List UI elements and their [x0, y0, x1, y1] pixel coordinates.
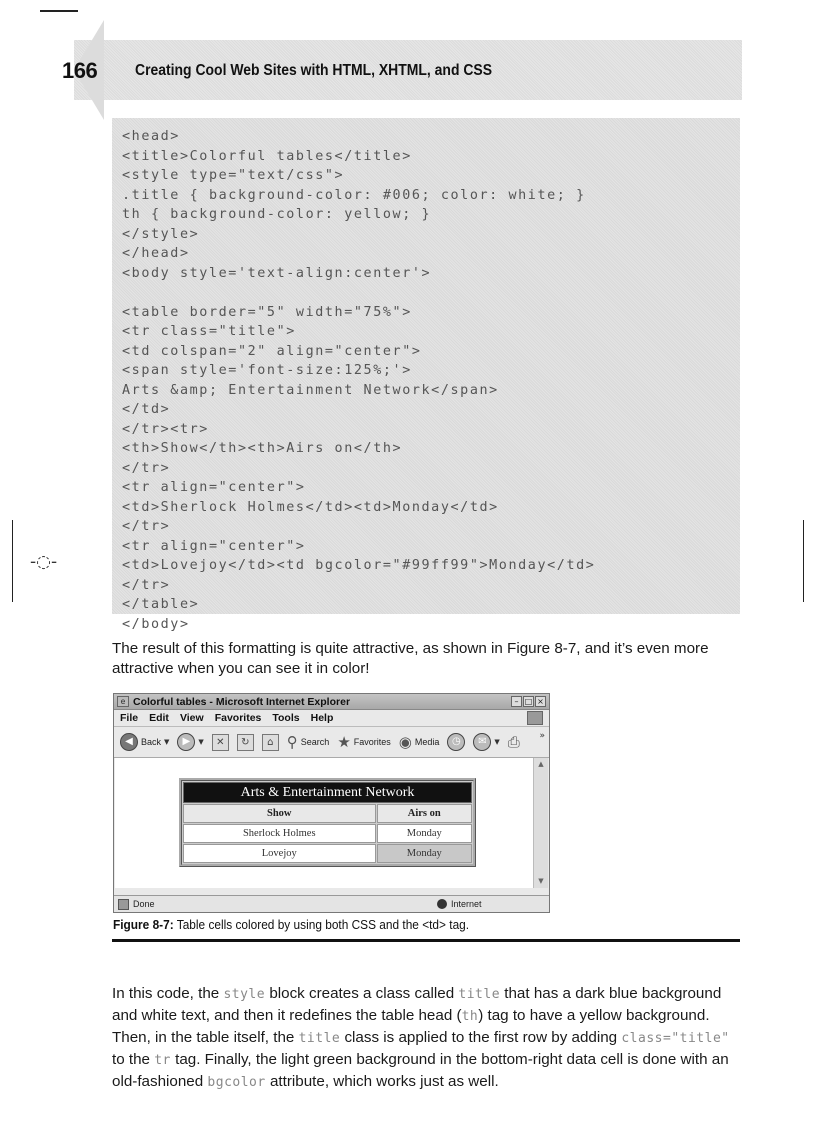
status-bar — [114, 895, 549, 912]
menu-help[interactable]: Help — [310, 712, 334, 724]
inline-code: bgcolor — [207, 1075, 266, 1091]
code-line: </style> — [122, 226, 200, 242]
code-line: <tr align="center"> — [122, 480, 306, 495]
window-controls — [511, 696, 546, 707]
history-icon: ◷ — [447, 733, 465, 751]
registration-mark-icon: -◌- — [30, 552, 58, 572]
code-line: <head> — [122, 129, 180, 144]
menu-view[interactable]: View — [179, 712, 204, 724]
ie-page-icon: e — [117, 696, 129, 707]
inline-code: title — [458, 987, 501, 1003]
code-line: </tr> — [122, 519, 171, 534]
menu-favorites[interactable]: Favorites — [214, 712, 262, 724]
scroll-down-icon[interactable]: ▼ — [538, 877, 544, 885]
text-run: class is applied to the first row by adding — [340, 1029, 622, 1047]
table-title-row — [183, 782, 472, 803]
code-line: <tr class="title"> — [122, 324, 296, 339]
code-line: <body style='text-align:center'> — [122, 265, 432, 281]
code-line: th { background-color: yellow; } — [122, 207, 432, 222]
forward-arrow-icon: ▶ — [177, 733, 195, 751]
figure-caption-text: Table cells colored by using both CSS and the <td> tag. — [176, 917, 470, 932]
table-row — [183, 844, 472, 863]
text-run: In this code, the — [112, 985, 224, 1003]
body-paragraph-1: The result of this formatting is quite attractive, as shown in Figure 8-7, and it’s even more attractive when you can see it in color! — [112, 640, 709, 678]
code-line: <th>Show</th><th>Airs on</th> — [122, 441, 403, 456]
table-title-cell: Arts & Entertainment Network — [183, 782, 472, 803]
media-icon: ◉ — [398, 733, 412, 751]
crop-line-right — [803, 520, 804, 602]
favorites-button[interactable] — [337, 733, 390, 751]
body-paragraph-2 — [112, 983, 740, 1093]
status-text: Done — [133, 899, 155, 909]
favorites-label: Favorites — [353, 737, 391, 747]
stop-icon[interactable]: ✕ — [212, 734, 229, 751]
history-button[interactable] — [447, 733, 465, 751]
code-line: </body> — [122, 616, 190, 632]
media-button[interactable] — [399, 733, 440, 751]
inline-code: tr — [154, 1053, 171, 1069]
text-run: attribute, which works just as well. — [265, 1073, 499, 1091]
code-line: <title>Colorful tables</title> — [122, 148, 412, 164]
search-icon: ⚲ — [286, 733, 298, 751]
search-button[interactable] — [287, 733, 330, 751]
maximize-icon[interactable]: □ — [524, 697, 533, 706]
table-cell: Monday — [377, 824, 473, 843]
code-line: <tr align="center"> — [122, 538, 306, 554]
table-cell: Sherlock Holmes — [183, 824, 376, 843]
browser-content — [115, 758, 534, 888]
corner-rule — [40, 10, 78, 12]
refresh-icon[interactable]: ↻ — [237, 734, 254, 751]
menu-bar — [114, 710, 549, 727]
toolbar — [114, 727, 549, 758]
code-line: <style type="text/css"> — [122, 168, 345, 183]
text-run: block creates a class called — [265, 985, 459, 1003]
back-label: Back — [141, 737, 162, 747]
table-cell-green: Monday — [377, 844, 473, 863]
menu-edit[interactable]: Edit — [149, 712, 169, 724]
vertical-scrollbar[interactable] — [533, 758, 548, 888]
media-label: Media — [414, 737, 440, 747]
code-line: <table border="5" width="75%"> — [122, 304, 412, 320]
table-header-airs-on: Airs on — [377, 804, 473, 823]
window-title: Colorful tables - Microsoft Internet Explorer — [133, 695, 351, 708]
code-line: <td>Sherlock Holmes</td><td>Monday</td> — [122, 499, 499, 515]
caption-rule — [112, 939, 740, 942]
code-line: Arts &amp; Entertainment Network</span> — [122, 382, 499, 398]
text-run: ) tag to have a yellow background. Then, in the table itself, the — [112, 1007, 710, 1047]
inline-code: title — [298, 1031, 341, 1047]
text-run: that has a dark blue background and white text, and then it redefines the table head ( — [112, 985, 722, 1025]
back-button[interactable] — [120, 733, 169, 751]
mail-dropdown-icon[interactable]: ▼ — [494, 738, 500, 746]
back-arrow-icon: ◀ — [120, 733, 138, 751]
forward-dropdown-icon[interactable]: ▼ — [198, 738, 204, 746]
globe-icon — [437, 899, 447, 909]
back-dropdown-icon[interactable]: ▼ — [164, 738, 170, 746]
figure-label: Figure 8-7: — [113, 917, 174, 932]
code-line-blank — [122, 283, 595, 303]
close-icon[interactable]: × — [535, 696, 546, 707]
code-line: </tr> — [122, 460, 171, 476]
minimize-icon[interactable]: – — [511, 696, 522, 707]
security-zone — [437, 899, 482, 909]
print-icon[interactable]: ⎙ — [507, 733, 520, 751]
zone-text: Internet — [451, 899, 482, 909]
scroll-up-icon[interactable]: ▲ — [538, 760, 544, 768]
star-icon: ★ — [337, 733, 351, 751]
inline-code: style — [223, 987, 266, 1003]
code-listing — [122, 127, 595, 634]
page-number: 166 — [62, 58, 98, 83]
demo-table — [179, 778, 476, 867]
crop-line-left — [12, 520, 13, 602]
home-icon[interactable]: ⌂ — [262, 734, 279, 751]
code-line: </tr> — [122, 577, 171, 593]
text-run: to the — [112, 1051, 155, 1069]
table-header-show: Show — [183, 804, 376, 823]
table-cell: Lovejoy — [183, 844, 376, 863]
code-line: </table> — [122, 597, 200, 612]
inline-code: class="title" — [621, 1031, 730, 1047]
forward-button[interactable] — [177, 733, 203, 751]
figure-caption — [113, 917, 469, 932]
code-line: <span style='font-size:125%;'> — [122, 363, 412, 378]
browser-titlebar — [114, 694, 549, 710]
toolbar-overflow-icon[interactable]: » — [539, 731, 545, 741]
page-status-icon — [118, 899, 129, 910]
mail-icon: ✉ — [473, 733, 491, 751]
inline-code: th — [461, 1009, 479, 1025]
mail-button[interactable] — [473, 733, 499, 751]
code-line: </td> — [122, 402, 171, 417]
text-run: tag. Finally, the light green background in the bottom-right data cell is done with an old-fashioned — [112, 1051, 729, 1091]
code-line: <td>Lovejoy</td><td bgcolor="#99ff99">Monday</td> — [122, 558, 596, 573]
browser-window — [113, 693, 550, 913]
table-row — [183, 824, 472, 843]
code-line: <td colspan="2" align="center"> — [122, 343, 422, 359]
table-header-row — [183, 804, 472, 823]
search-label: Search — [300, 737, 330, 747]
windows-logo-icon — [527, 711, 543, 725]
code-line: </tr><tr> — [122, 421, 209, 437]
menu-file[interactable]: File — [120, 712, 139, 724]
code-line: </head> — [122, 246, 190, 261]
code-line: .title { background-color: #006; color: white; } — [122, 187, 586, 203]
running-title: Creating Cool Web Sites with HTML, XHTML, and CSS — [135, 62, 493, 79]
menu-tools[interactable]: Tools — [272, 712, 300, 724]
